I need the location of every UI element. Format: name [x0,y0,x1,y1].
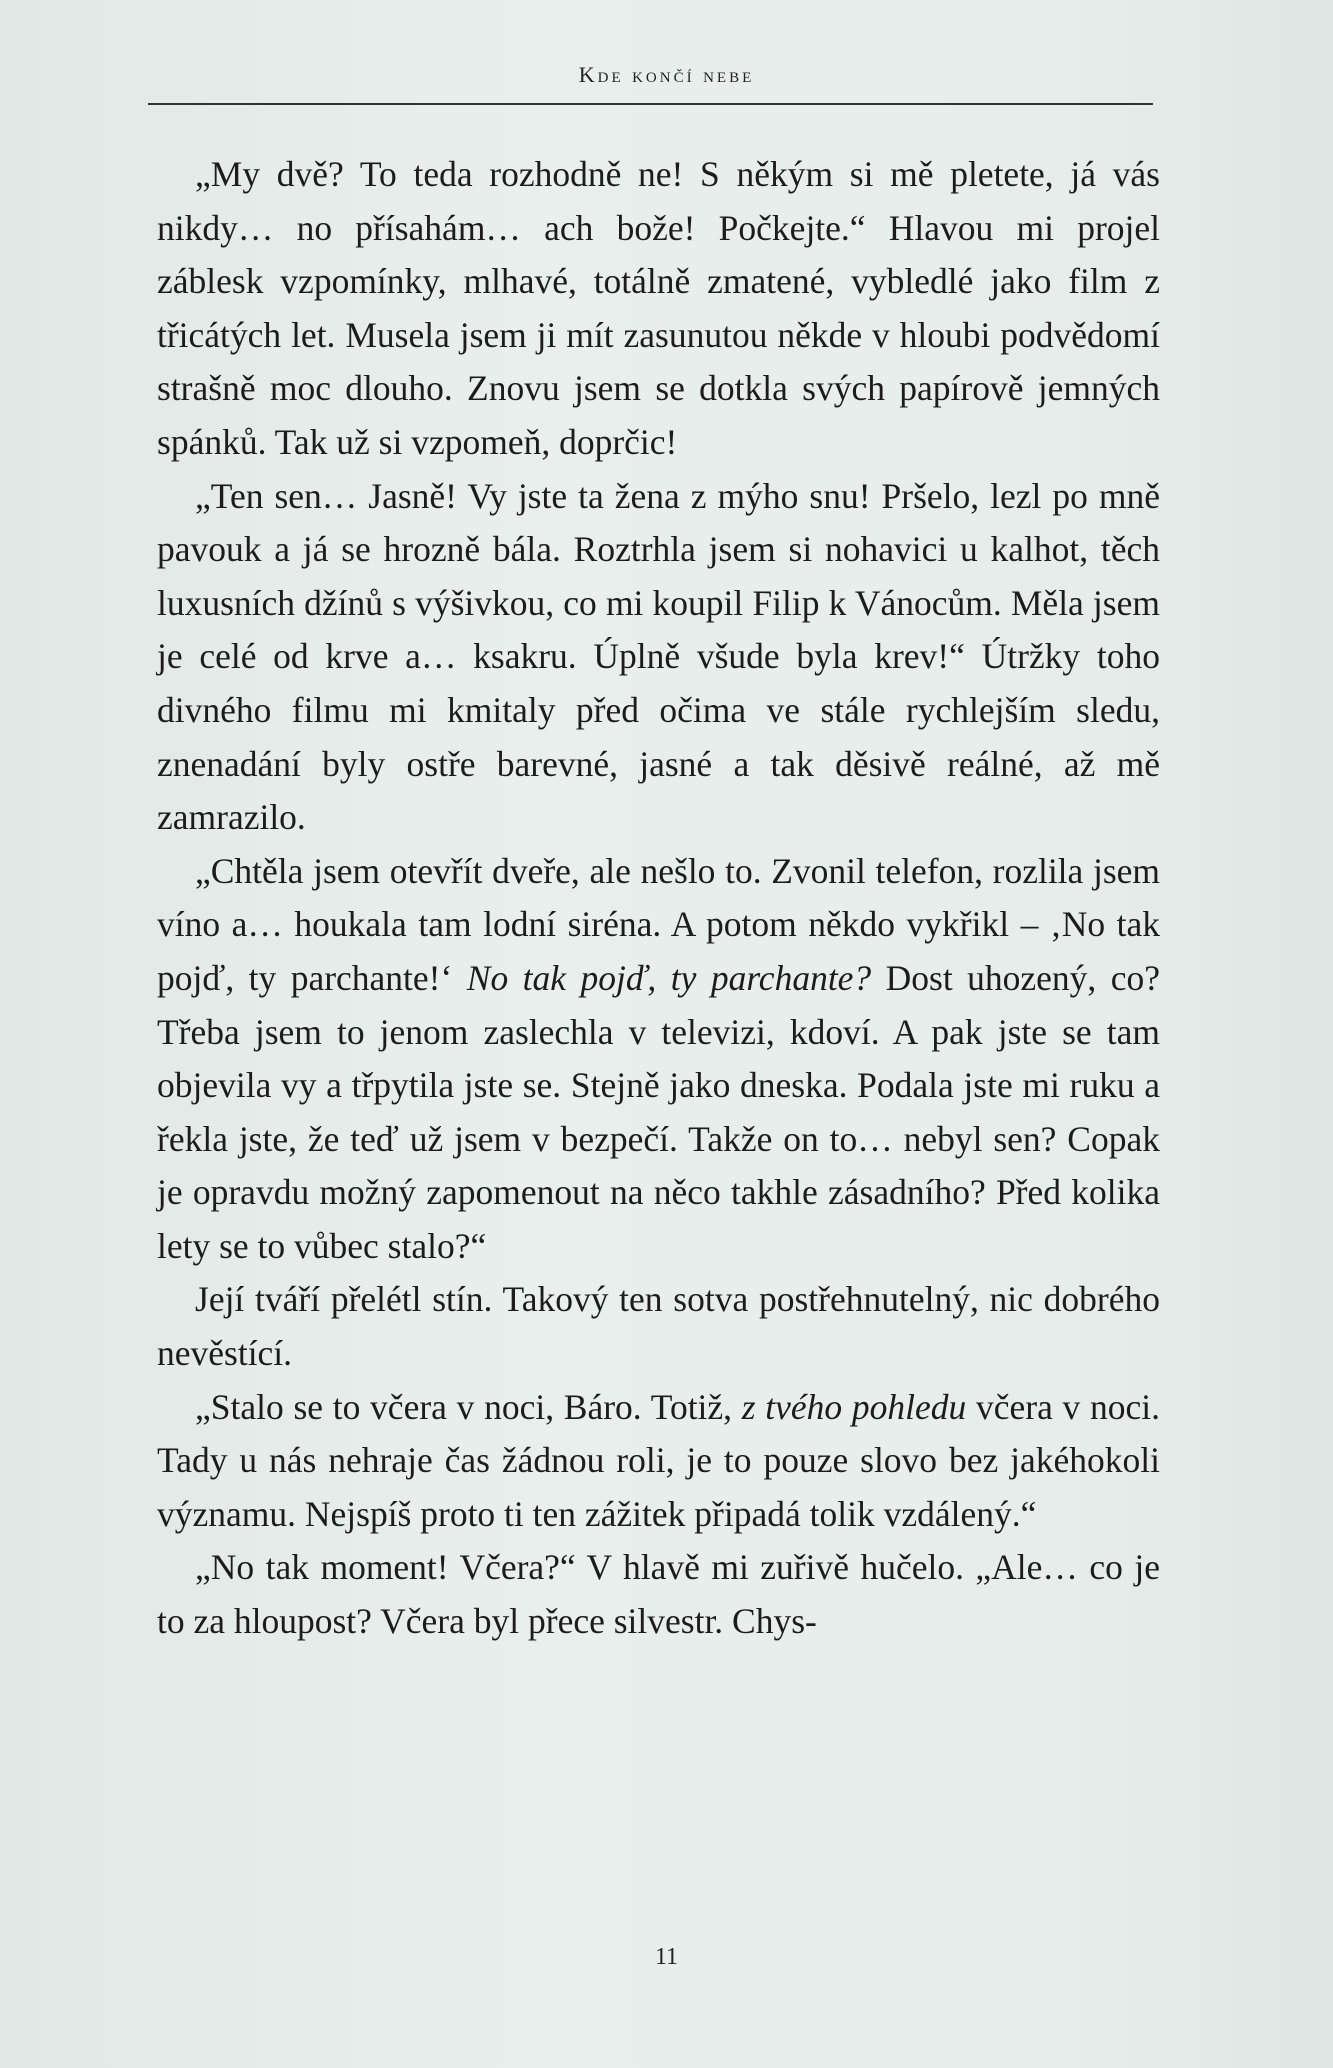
text-run: „No tak moment! Včera?“ V hlavě mi zuřivě hučelo. „Ale… co je to za hloupost? Včera byl přece silvestr. Chys- [157,1547,1160,1642]
running-head: Kde končí nebe [578,62,755,87]
body-text [157,148,1160,1649]
paragraph [157,148,1160,470]
text-run: „Stalo se to včera v noci, Báro. Totiž, [195,1386,742,1427]
paragraph [157,1541,1160,1648]
italic-text: No tak pojď, ty parchante? [466,957,872,998]
text-run: „My dvě? To teda rozhodně ne! S někým si mě pletete, já vás nikdy… no přísahám… ach bože! Počkejte.“ Hlavou mi projel záblesk vzpomínky, mlhavé, totálně zmatené, vybledlé jako film z třicátých let. Musela jsem ji mít zasunutou někde v hloubi podvědomí strašně moc dlouho. Znovu jsem se dotkla svých papírově jemných spánků. Tak už si vzpomeň, doprčic! [157,154,1160,462]
header-rule [148,103,1153,105]
text-run: Dost uhozený, co? Třeba jsem to jenom zaslechla v televizi, kdoví. A pak jste se tam objevila vy a třpytila jste se. Stejně jako dneska. Podala jste mi ruku a řekla jste, že teď už jsem v bezpečí. Takže on to… nebyl sen? Copak je opravdu možný zapomenout na něco takhle zásadního? Před kolika lety se to vůbec stalo?“ [157,957,1160,1266]
page-number: 11 [654,1944,679,1970]
text-run: Její tváří přelétl stín. Takový ten sotva postřehnutelný, nic dobrého nevěstící. [157,1279,1160,1374]
text-run: „Chtěla jsem otevřít dveře, ale nešlo to. Zvonil telefon, rozlila jsem víno a… houkala tam lodní siréna. A potom někdo vykřikl – ‚No tak pojď, ty parchante!‘ [157,850,1160,998]
italic-text: z tvého pohledu [741,1386,967,1427]
paragraph [157,470,1160,845]
paragraph [157,1381,1160,1542]
text-run: včera v noci. Tady u nás nehraje čas žádnou roli, je to pouze slovo bez jakéhokoli významu. Nejspíš proto ti ten zážitek připadá tolik vzdálený.“ [157,1386,1161,1534]
paragraph [157,1273,1160,1380]
text-run: „Ten sen… Jasně! Vy jste ta žena z mýho snu! Pršelo, lezl po mně pavouk a já se hrozně bála. Roztrhla jsem si nohavici u kalhot, těch luxusních džínů s výšivkou, co mi koupil Filip k Vánocům. Měla jsem je celé od krve a… ksakru. Úplně všude byla krev!“ Útržky toho divného filmu mi kmitaly před očima ve stále rychlejším sledu, znenadání byly ostře barevné, jasné a tak děsivě reálné, až mě zamrazilo. [157,475,1160,838]
paragraph [157,845,1160,1274]
